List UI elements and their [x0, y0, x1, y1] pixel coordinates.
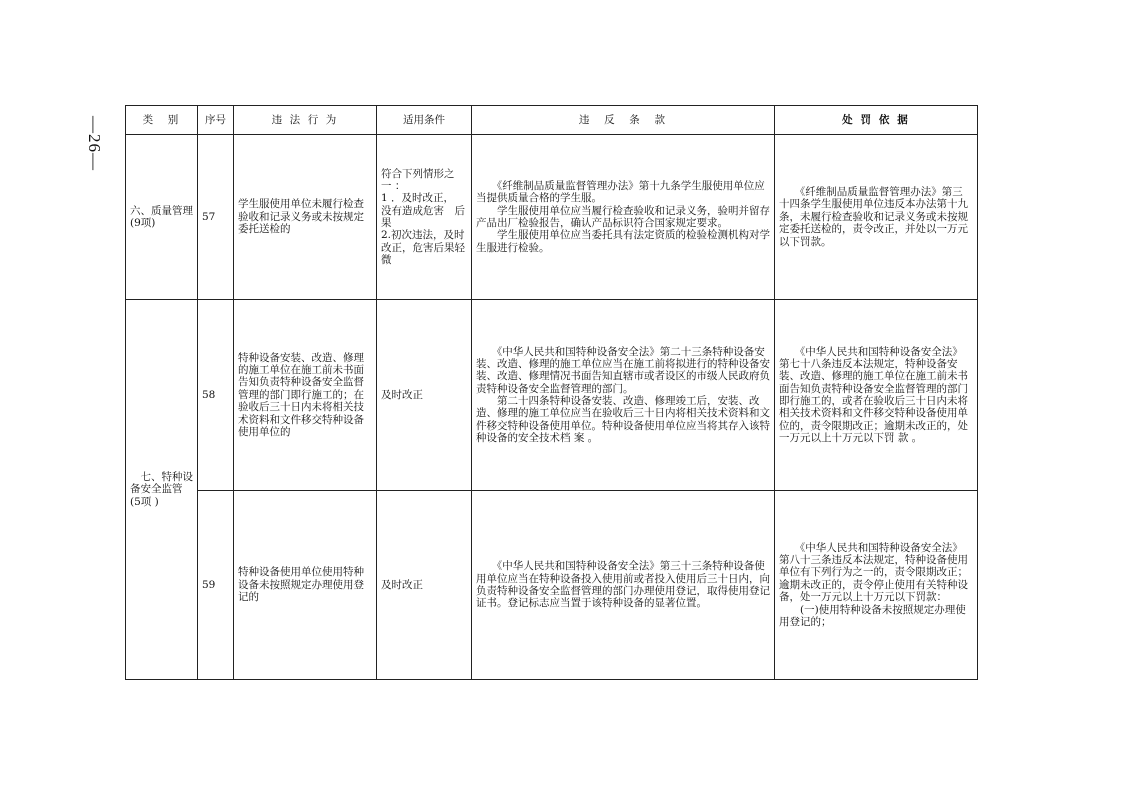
table-row	[126, 300, 978, 491]
category-cell: 六、质量管理(9项)	[126, 135, 198, 300]
header-seq: 序号	[198, 106, 234, 135]
behavior-cell: 特种设备安装、改造、修理的施工单位在施工前未书面告知负责特种设备安全监督管理的部门即行施工的；在验收后三十日内未将相关技术资料和文件移交特种设备使用单位的	[234, 300, 377, 491]
basis-cell: 《中华人民共和国特种设备安全法》第七十八条违反本法规定，特种设备安装、改造、修理的施工单位在施工前未书面告知负责特种设备安全监督管理的部门即行施工的，或者在验收后三十日内未将相关技术资料和文件移交特种设备使用单位的，责令限期改正；逾期未改正的，处一万元以上十万元以下罚 款 。	[775, 300, 978, 491]
condition-cell: 及时改正	[377, 491, 472, 680]
penalty-table	[125, 105, 978, 680]
seq-cell: 57	[198, 135, 234, 300]
header-behavior: 违 法 行 为	[234, 106, 377, 135]
condition-cell: 符合下列情形之 一 ： 1 ．及时改正， 没有造成危害 后果 2.初次违法，及时改正，危害后果轻微	[377, 135, 472, 300]
seq-cell: 59	[198, 491, 234, 680]
basis-cell: 《纤维制品质量监督管理办法》第三十四条学生服使用单位违反本办法第十九条，未履行检查验收和记录义务或未按规定委托送检的，责令改正，并处以一万元以下罚款。	[775, 135, 978, 300]
header-clause: 违 反 条 款	[472, 106, 775, 135]
condition-cell: 及时改正	[377, 300, 472, 491]
behavior-cell: 学生服使用单位未履行检查验收和记录义务或未按规定委托送检的	[234, 135, 377, 300]
page-number: —26—	[85, 116, 104, 171]
table-header-row	[126, 106, 978, 135]
behavior-cell: 特种设备使用单位使用特种设备未按照规定办理使用登记的	[234, 491, 377, 680]
header-category: 类 别	[126, 106, 198, 135]
header-condition: 适用条件	[377, 106, 472, 135]
seq-cell: 58	[198, 300, 234, 491]
basis-cell: 《中华人民共和国特种设备安全法》第八十三条违反本法规定，特种设备使用单位有下列行为之一的，责令限期改正；逾期未改正的，责令停止使用有关特种设备，处一万元以上十万元以下罚款： (一)使用特种设备未按照规定办理使用登记的；	[775, 491, 978, 680]
category-cell: 七、特种设备安全监管(5项 )	[126, 300, 198, 680]
clause-cell: 《中华人民共和国特种设备安全法》第二十三条特种设备安装、改造、修理的施工单位应当在施工前将拟进行的特种设备安装、改造、修理情况书面告知直辖市或者设区的市级人民政府负责特种设备安全监督管理的部门。 第二十四条特种设备安装、改造、修理竣工后，安装、改造、修理的施工单位应当在验收后三十日内将相关技术资料和文件移交特种设备使用单位。特种设备使用单位应当将其存入该特种设备的安全技术档 案 。	[472, 300, 775, 491]
table-row	[126, 491, 978, 680]
clause-cell: 《纤维制品质量监督管理办法》第十九条学生服使用单位应当提供质量合格的学生服。 学生服使用单位应当履行检查验收和记录义务，验明并留存产品出厂检验报告，确认产品标识符合国家规定要求。 学生服使用单位应当委托具有法定资质的检验检测机构对学生服进行检验。	[472, 135, 775, 300]
header-basis: 处 罚 依 据	[775, 106, 978, 135]
clause-cell: 《中华人民共和国特种设备安全法》第三十三条特种设备使用单位应当在特种设备投入使用前或者投入使用后三十日内，向负责特种设备安全监督管理的部门办理使用登记，取得使用登记证书。登记标志应当置于该特种设备的显著位置。	[472, 491, 775, 680]
table-row	[126, 135, 978, 300]
